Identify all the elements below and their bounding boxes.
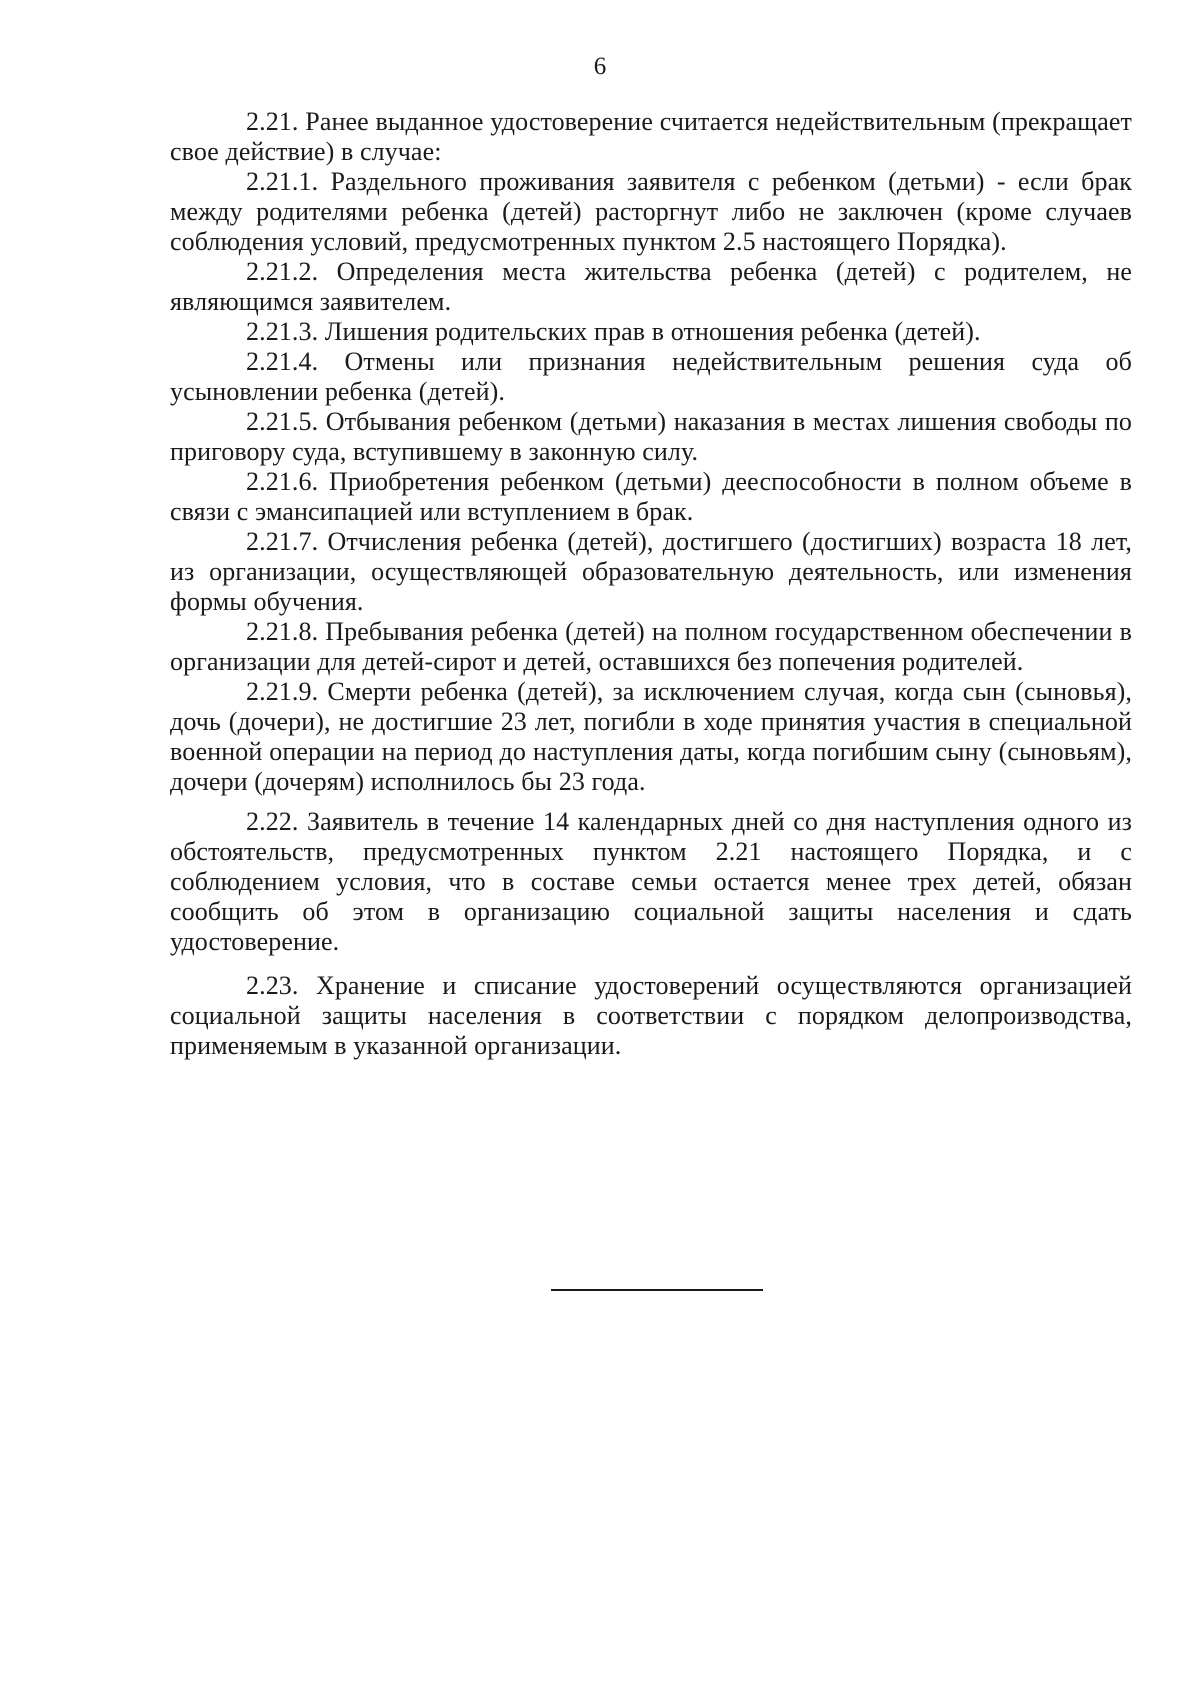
paragraph-2-21-5: 2.21.5. Отбывания ребенком (детьми) наказания в местах лишения свободы по приговору суда, вступившему в законную силу. xyxy=(170,407,1132,466)
paragraph-2-21-2: 2.21.2. Определения места жительства ребенка (детей) с родителем, не являющимся заявителем. xyxy=(170,257,1132,316)
paragraph-2-21-4: 2.21.4. Отмены или признания недействительным решения суда об усыновлении ребенка (детей). xyxy=(170,347,1132,406)
paragraph-2-23: 2.23. Хранение и списание удостоверений осуществляются организацией социальной защиты населения в соответствии с порядком делопроизводства, применяемым в указанной организации. xyxy=(170,971,1132,1060)
paragraph-2-21-6: 2.21.6. Приобретения ребенком (детьми) дееспособности в полном объеме в связи с эмансипацией или вступлением в брак. xyxy=(170,467,1132,526)
paragraph-2-21-8: 2.21.8. Пребывания ребенка (детей) на полном государственном обеспечении в организации для детей-сирот и детей, оставшихся без попечения родителей. xyxy=(170,617,1132,676)
end-of-document-rule xyxy=(551,1289,763,1291)
paragraph-2-21-3: 2.21.3. Лишения родительских прав в отношения ребенка (детей). xyxy=(246,317,981,346)
document-body xyxy=(170,107,1132,1061)
page-number: 6 xyxy=(593,53,607,80)
paragraph-2-21-9: 2.21.9. Смерти ребенка (детей), за исключением случая, когда сын (сыновья), дочь (дочери), не достигшие 23 лет, погибли в ходе принятия участия в специальной военной операции на период до наступления даты, когда погибшим сыну (сыновьям), дочери (дочерям) исполнилось бы 23 года. xyxy=(170,677,1132,796)
paragraph-2-21-7: 2.21.7. Отчисления ребенка (детей), достигшего (достигших) возраста 18 лет, из организации, осуществляющей образовательную деятельность, или изменения формы обучения. xyxy=(170,527,1132,616)
paragraph-2-21: 2.21. Ранее выданное удостоверение считается недействительным (прекращает свое действие) в случае: xyxy=(170,107,1132,166)
paragraph-2-22: 2.22. Заявитель в течение 14 календарных дней со дня наступления одного из обстоятельств, предусмотренных пунктом 2.21 настоящего Порядка, и с соблюдением условия, что в составе семьи остается менее трех детей, обязан сообщить об этом в организацию социальной защиты населения и сдать удостоверение. xyxy=(170,807,1132,956)
paragraph-2-21-1: 2.21.1. Раздельного проживания заявителя с ребенком (детьми) - если брак между родителями ребенка (детей) расторгнут либо не заключен (кроме случаев соблюдения условий, предусмотренных пунктом 2.5 настоящего Порядка). xyxy=(170,167,1132,256)
